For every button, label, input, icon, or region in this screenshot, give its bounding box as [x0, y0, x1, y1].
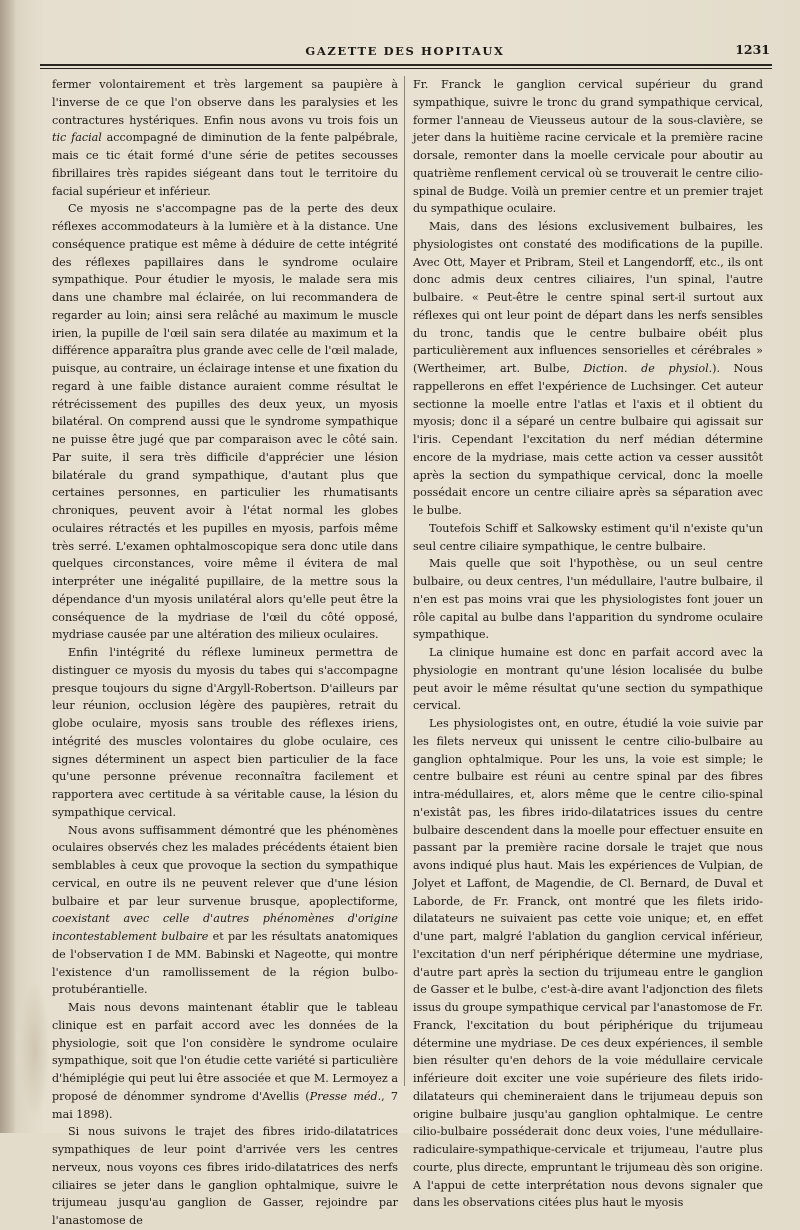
text-run: , 7 mai 1898). [52, 1089, 398, 1121]
text-run: Enfin l'intégrité du réflexe lumineux permettra de distinguer ce myosis du myosis du tabes qui s'accompagne presque toujours du signe d'Argyll-Robertson. D'ailleurs par leur réunion, occlusion légère des paupières, retrait du globe oculaire, myosis sans trouble des réflexes iriens, intégrité des muscles volontaires du globe oculaire, ces signes déterminent un aspect bien particulier de la face qu'une personne prévenue reconnaîtra facilement et rapportera avec certitude à sa véritable cause, la lésion du sympathique cervical. [52, 646, 398, 819]
italic-text: Presse méd. [309, 1089, 382, 1103]
text-run: et par les résultats anatomiques de l'observation I de MM. Babinski et Nageotte, qui montre l'existence d'un ramollissement de la région bulbo-protubérantielle. [52, 930, 399, 997]
running-title: GAZETTE DES HOPITAUX [305, 44, 505, 58]
text-run: ). Nous rappellerons en effet l'expérience de Luchsinger. Cet auteur sectionne la moelle entre l'atlas et l'axis et il obtient du myosis; donc il a séparé un centre bulbaire qui agissait sur l'iris. Cependant l'excitation du nerf médian détermine encore de la mydriase, mais cette action va cesser aussitôt après la section du sympathique cervical, donc la moelle possédait encore un centre ciliaire après sa séparation avec le bulbe. [413, 362, 763, 517]
page-number: 1231 [735, 42, 770, 57]
paragraph [52, 76, 398, 200]
italic-text: coexistant avec celle d'autres phénomènes d'origine incontestablement bulbaire [52, 912, 398, 943]
paper-stain [20, 980, 50, 1120]
paragraph [413, 520, 763, 556]
paragraph [413, 218, 763, 520]
column-divider [404, 76, 405, 1086]
paragraph [52, 999, 398, 1123]
paragraph [413, 555, 763, 644]
paragraph [52, 822, 398, 1000]
text-run: Toutefois Schiff et Salkowsky estiment qu'il n'existe qu'un seul centre ciliaire sympathique, le centre bulbaire. [413, 521, 763, 553]
paragraph [52, 200, 398, 644]
text-run: La clinique humaine est donc en parfait accord avec la physiologie en montrant qu'une lésion localisée du bulbe peut avoir le même résultat qu'une section du sympathique cervical. [413, 646, 763, 713]
paragraph [52, 644, 398, 822]
paragraph [413, 644, 763, 715]
text-run: Ce myosis ne s'accompagne pas de la perte des deux réflexes accommodateurs à la lumière et à la distance. Une conséquence pratique est même à déduire de cette intégrité des réflexes papillaires dans le syndrome oculaire sympathique. Pour étudier le myosis, le malade sera mis dans une chambre mal éclairée, on lui recommandera de regarder au loin; ainsi sera relâché au maximum le muscle irien, la pupille de l'œil sain sera dilatée au maximum et la différence apparaîtra plus grande avec celle de l'œil malade, puisque, au contraire, un éclairage intense et une fixation du regard à une faible distance auraient comme résultat le rétrécissement des pupilles des deux yeux, un myosis bilatéral. On comprend aussi que le syndrome sympathique ne puisse être jugé que par comparaison avec le côté sain. Par suite, il sera très difficile d'apprécier une lésion bilatérale du grand sympathique, d'autant plus que certaines personnes, en particulier les rhumatisants chroniques, peuvent avoir à l'état normal les globes oculaires rétractés et les pupilles en myosis, parfois même très serré. L'examen ophtalmoscopique sera donc utile dans quelques circonstances, voire même il évitera de mal interpréter une inégalité pupillaire, de la mettre sous la dépendance d'un myosis unilatéral alors qu'elle peut être la conséquence de la mydriase de l'œil du côté opposé, mydriase causée par une altération des milieux oculaires. [52, 202, 398, 642]
paragraph [413, 715, 763, 1212]
page-header [40, 44, 770, 60]
text-run: Si nous suivons le trajet des fibres irido-dilatatrices sympathiques de leur point d'arrivée vers les centres nerveux, nous voyons ces fibres irido-dilatatrices des nerfs ciliaires se jeter dans le ganglion ophtalmique, suivre le trijumeau jusqu'au ganglion de Gasser, rejoindre par l'anastomose de [52, 1125, 398, 1227]
text-run: fermer volontairement et très largement sa paupière à l'inverse de ce que l'on observe dans les paralysies et les contractures hystériques. Enfin nous avons vu trois fois un [52, 78, 398, 127]
header-rule [40, 64, 772, 69]
text-run: Mais nous devons maintenant établir que le tableau clinique est en parfait accord avec les données de la physiologie, soit que l'on considère le syndrome oculaire sympathique, soit que l'on étudie cette variété si particulière d'hémiplégie qui peut lui être associée et que M. Lermoyez a proposé de dénommer syndrome d'Avellis ( [52, 1001, 398, 1103]
italic-text: Diction. de physiol. [583, 362, 713, 375]
paragraph [413, 76, 763, 218]
text-run: Nous avons suffisamment démontré que les phénomènes oculaires observés chez les malades précédents étaient bien semblables à ceux que provoque la section du sympathique cervical, en outre ils ne peuvent relever que d'une lésion bulbaire et par leur survenue brusque, apoplectiforme, [52, 823, 398, 908]
right-column [413, 76, 763, 1212]
text-run: Les physiologistes ont, en outre, étudié la voie suivie par les filets nerveux qui unissent le centre cilio-bulbaire au ganglion ophtalmique. Pour les uns, la voie est simple; le centre bulbaire est réuni au centre spinal par des fibres intra-médullaires, et, alors même que le centre cilio-spinal n'existât pas, les fibres irido-dilatatrices issues du centre bulbaire descendent dans la moelle pour effectuer ensuite en passant par la première racine dorsale le trajet que nous avons indiqué plus haut. Mais les expériences de Vulpian, de Jolyet et Laffont, de Magendie, de Cl. Bernard, de Duval et Laborde, de Fr. Franck, ont montré que les filets irido-dilatateurs ne suivaient pas cette voie unique; et, en effet d'une part, malgré l'ablation du ganglion cervical inférieur, l'excitation d'un nerf périphérique détermine une mydriase, d'autre part après la section du trijumeau entre le ganglion de Gasser et le bulbe, c'est-à-dire avant l'adjonction des filets issus du groupe sympathique cervical par l'anastomose de Fr. Franck, l'excitation du bout périphérique du trijumeau détermine une mydriase. De ces deux expériences, il semble bien résulter qu'en dehors de la voie médullaire cervicale inférieure doit exciter une voie supérieure des filets irido-dilatateurs qui chemineraient dans le trijumeau depuis son origine bulbaire jusqu'au ganglion ophtalmique. Le centre cilio-bulbaire posséderait donc deux voies, l'une médullaire-radiculaire-sympathique-cervicale et trijumeau, l'autre plus courte, plus directe, empruntant le trijumeau dès son origine. A l'appui de cette interprétation nous devons signaler que dans les observations citées plus haut le myosis [413, 717, 763, 1210]
italic-text: tic facial [52, 131, 102, 145]
text-run: Mais, dans des lésions exclusivement bulbaires, les physiologistes ont constaté des modifications de la pupille. Avec Ott, Mayer et Pribram, Steil et Langendorff, etc., ils ont donc admis deux centres ciliaires, l'un spinal, l'autre bulbaire. « Peut-être le centre spinal sert-il surtout aux réflexes qui ont leur point de départ dans les nerfs sensibles du tronc, tandis que le centre bulbaire obéit plus particulièrement aux influences sensorielles et cérébrales » (Wertheimer, art. Bulbe, [413, 220, 763, 375]
text-run: accompagné de diminution de la fente palpébrale, mais ce tic était formé d'une série de petites secousses fibrillaires très rapides siégeant dans tout le territoire du facial supérieur et inférieur. [52, 131, 399, 198]
text-run: Mais quelle que soit l'hypothèse, ou un seul centre bulbaire, ou deux centres, l'un médullaire, l'autre bulbaire, il n'en est pas moins vrai que les physiologistes font jouer un rôle capital au bulbe dans l'apparition du syndrome oculaire sympathique. [413, 557, 763, 642]
binding-shadow [0, 0, 16, 1133]
left-column [52, 76, 398, 1230]
paragraph [52, 1123, 398, 1230]
text-run: Fr. Franck le ganglion cervical supérieur du grand sympathique, suivre le tronc du grand sympathique cervical, former l'anneau de Vieusseus autour de la sous-clavière, se jeter dans la huitième racine cervicale et la première racine dorsale, remonter dans la moelle cervicale pour aboutir au quatrième renflement cervical où se trouverait le centre cilio-spinal de Budge. Voilà un premier centre et un premier trajet du sympathique oculaire. [413, 78, 763, 216]
